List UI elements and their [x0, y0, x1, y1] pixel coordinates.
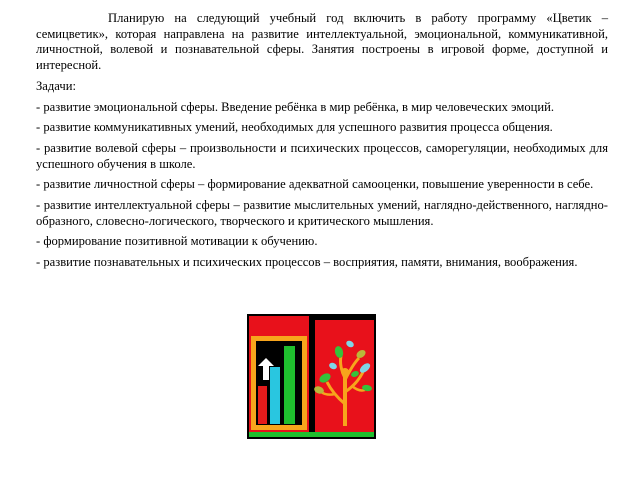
bar-cyan [270, 367, 280, 424]
growth-illustration [247, 314, 376, 439]
tasks-heading: Задачи: [36, 78, 76, 93]
task-item-6: - формирование позитивной мотивации к обучению. [36, 234, 318, 249]
task-item-3: - развитие волевой сферы – произвольности и психических процессов, саморегуляции, необходимых для успешного обучения в школе. [36, 140, 608, 171]
task-item-5: - развитие интеллектуальной сферы – развитие мыслительных умений, наглядно-действенного, наглядно-образного, словесно-логического, творческого и критического мышления. [36, 198, 608, 228]
growth-chart-and-tree-picture [247, 314, 376, 439]
task-item-4: - развитие личностной сферы – формирование адекватной самооценки, повышение уверенности в себе. [36, 177, 594, 192]
task-item-7: - развитие познавательных и психических процессов – восприятия, памяти, внимания, воображения. [36, 255, 578, 270]
document-body [36, 11, 608, 276]
panel-divider [309, 316, 315, 436]
task-item-2: - развитие коммуникативных умений, необходимых для успешного развития процесса общения. [36, 120, 553, 135]
ground-strip [249, 432, 374, 437]
intro-paragraph: Планирую на следующий учебный год включить в работу программу «Цветик – семицветик», которая направлена на развитие интеллектуальной, эмоциональной, коммуникативной, личностной, волевой и познавательной сферы. Занятия построены в игровой форме, доступной и интересной. [36, 11, 608, 73]
bar-red [258, 386, 267, 424]
task-item-1: - развитие эмоциональной сферы. Введение ребёнка в мир ребёнка, в мир человеческих эмоций. [36, 99, 554, 114]
bar-green [284, 346, 295, 424]
